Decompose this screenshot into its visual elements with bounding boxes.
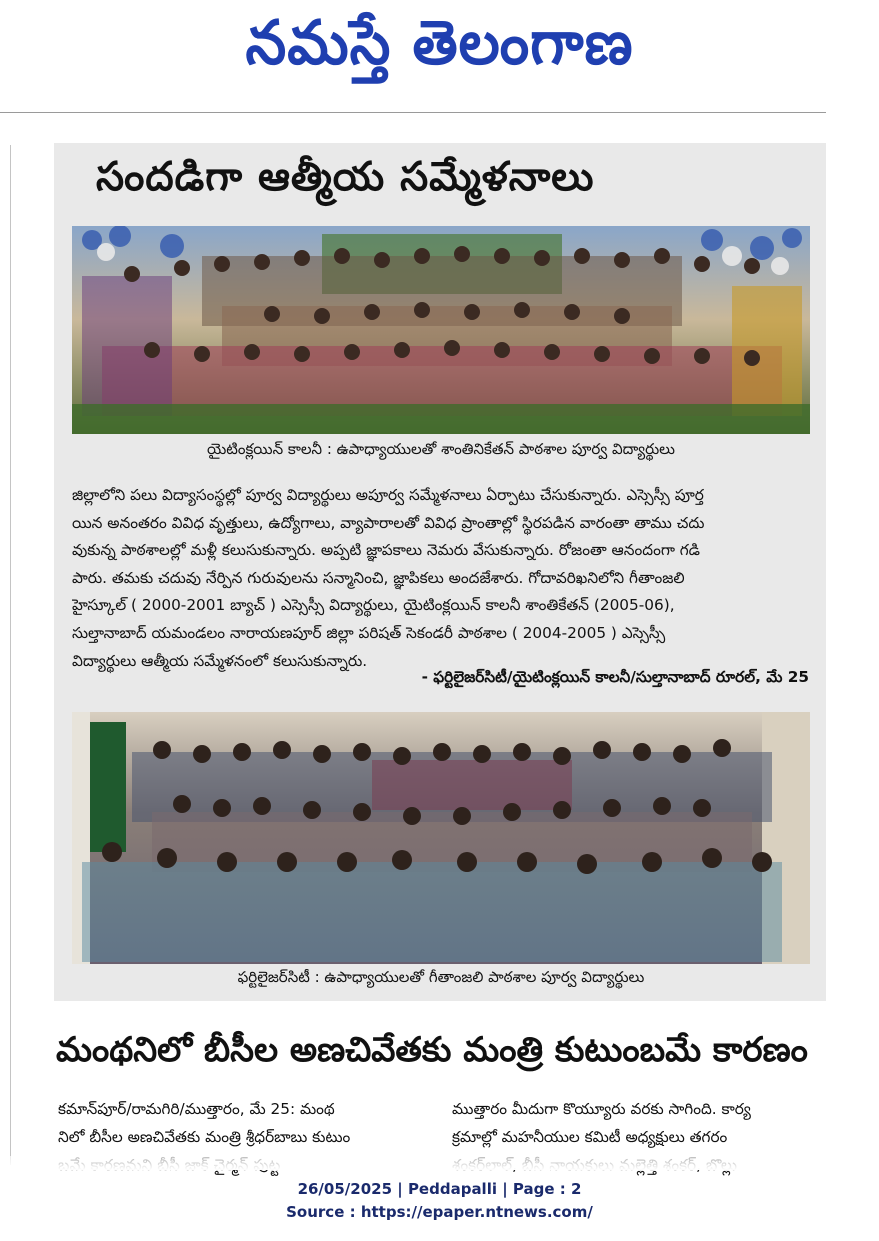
page-cutoff	[0, 1156, 879, 1170]
edition-info: 26/05/2025 | Peddapalli | Page : 2	[297, 1180, 582, 1198]
masthead	[0, 0, 879, 100]
article-headline: సందడిగా ఆత్మీయ సమ్మేళనాలు	[96, 154, 595, 200]
column-rule	[10, 145, 11, 1165]
article-body-line: యిన అనంతరం వివిధ వృత్తులు, ఉద్యోగాలు, వ్యాపారాలతో వివిధ ప్రాంతాల్లో స్థిరపడిన వారంతా తాము చదు	[72, 513, 705, 532]
page-footer	[0, 1178, 879, 1224]
group-photo-image	[72, 226, 810, 434]
masthead-divider	[0, 112, 826, 113]
article-body-line: జిల్లాలోని పలు విద్యాసంస్థల్లో పూర్వ విద్యార్థులు అపూర్వ సమ్మేళనాలు ఏర్పాటు చేసుకున్నారు. ఎస్సెస్సీ పూర్త	[72, 486, 704, 504]
article-headline: మంథనిలో బీసీల అణచివేతకు మంత్రి కుటుంబమే కారణం	[56, 1030, 808, 1070]
group-photo-geetanjali	[72, 712, 810, 964]
article-body-line: విద్యార్థులు ఆత్మీయ సమ్మేళనంలో కలుసుకున్నారు.	[72, 651, 368, 670]
article-text-line: కమాన్‌పూర్/రామగిరి/ముత్తారం, మే 25: మంథ	[58, 1100, 335, 1118]
article-body-line: సుల్తానాబాద్ యమండలం నారాయణపూర్ జిల్లా పరిషత్ సెకండరీ పాఠశాల ( 2004-2005 ) ఎస్సెస్సీ	[72, 623, 666, 642]
group-photo-shantiniketan	[72, 226, 810, 434]
article-body	[72, 482, 812, 675]
article-body-line: పారు. తమకు చదువు నేర్పిన గురువులను సన్మానించి, జ్ఞాపికలు అందజేశారు. గోదావరిఖనిలోని గీతాంజలి	[72, 568, 685, 587]
article-dateline: - ఫర్టిలైజర్‌సిటీ/యైటింక్లయిన్ కాలనీ/సుల్తానాబాద్ రూరల్, మే 25	[421, 668, 809, 686]
newspaper-logo: నమస్తే తెలంగాణ	[245, 6, 634, 78]
article-text-line: క్రమాల్లో మహనీయుల కమిటీ అధ్యక్షులు తగరం	[452, 1128, 728, 1146]
article-text-line: ముత్తారం మీదుగా కొయ్యూరు వరకు సాగింది. కార్య	[452, 1100, 751, 1118]
photo-caption: యైటింక్లయిన్ కాలనీ : ఉపాధ్యాయులతో శాంతినికేతన్ పాఠశాల పూర్వ విద్యార్థులు	[206, 440, 676, 458]
article-body-line: హైస్కూల్ ( 2000-2001 బ్యాచ్ ) ఎస్సెస్సీ విద్యార్థులు, యైటింక్లయిన్ కాలనీ శాంతికేతన్ (2005-06),	[72, 596, 675, 615]
group-photo-image	[72, 712, 810, 964]
photo-caption: ఫర్టిలైజర్‌సిటీ : ఉపాధ్యాయులతో గీతాంజలి పాఠశాల పూర్వ విద్యార్థులు	[237, 968, 645, 986]
article-text-line: నిలో బీసీల అణచివేతకు మంత్రి శ్రీధర్‌బాబు కుటుం	[58, 1128, 351, 1146]
source-link[interactable]: Source : https://epaper.ntnews.com/	[286, 1203, 593, 1221]
article-body-line: వుకున్న పాఠశాలల్లో మళ్లీ కలుసుకున్నారు. అప్పటి జ్ఞాపకాలు నెమరు వేసుకున్నారు. రోజంతా ఆనందంగా గడి	[72, 541, 701, 560]
